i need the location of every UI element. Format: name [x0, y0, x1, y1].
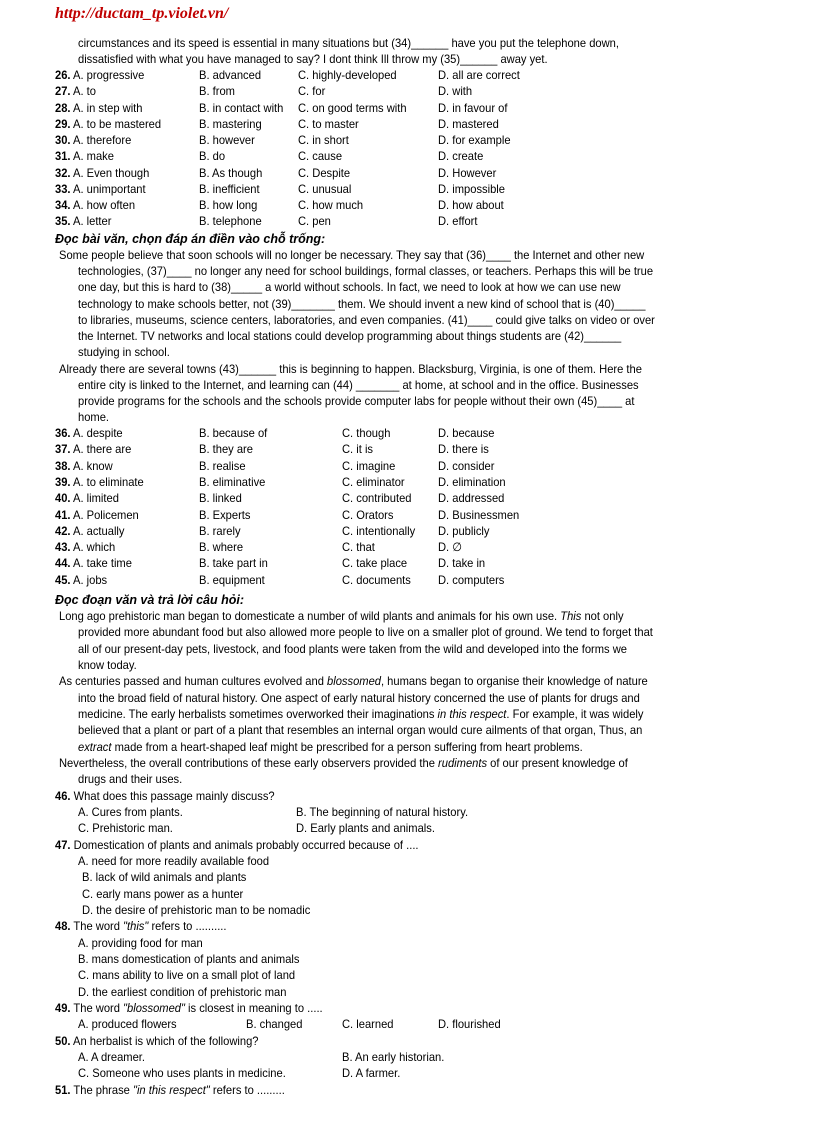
option-row-start: 29. A. to be mastered [55, 116, 162, 131]
option[interactable]: C. imagine [342, 458, 396, 473]
option[interactable]: D. addressed [438, 491, 505, 506]
passage-line: know today. [78, 658, 137, 672]
option[interactable]: C. Someone who uses plants in medicine. [78, 1066, 286, 1080]
cloze-line: entire city is linked to the Internet, and learning can (44) _______ at home, at school and in the office. Businesses [78, 378, 639, 392]
option-row-start: 38. A. know [55, 458, 113, 473]
cloze-line: home. [78, 410, 110, 424]
passage-text: Long ago prehistoric man began to domesticate a number of wild plants and animals for his own use. This not only [59, 609, 624, 623]
option[interactable]: C. highly-developed [298, 68, 397, 82]
option[interactable]: B. mastering [199, 116, 262, 131]
option[interactable]: C. Orators [342, 507, 394, 522]
option[interactable]: B. they are [199, 442, 253, 457]
cloze-line: the Internet. TV networks and local stations could develop programming about things students are (42)______ [78, 329, 622, 343]
option[interactable]: D. all are correct [438, 68, 520, 82]
option[interactable]: D. Early plants and animals. [296, 821, 435, 835]
cloze-line: to libraries, museums, science centers, laboratories, and even companies. (41)____ could give talks on video or over [78, 313, 655, 327]
cloze-line: technology to make schools better, not (39)_______ them. We should invent a new kind of school that is (40)_____ [78, 297, 646, 311]
option[interactable]: C. intentionally [342, 523, 416, 538]
option[interactable]: D. take in [438, 556, 486, 571]
option[interactable]: D. publicly [438, 523, 490, 538]
option-row-start: 33. A. unimportant [55, 181, 146, 196]
option[interactable]: A. produced flowers [78, 1017, 177, 1031]
option-row-start: 39. A. to eliminate [55, 474, 144, 489]
option[interactable]: C. how much [298, 198, 364, 212]
option[interactable]: B. The beginning of natural history. [296, 805, 469, 819]
option-row-start: 27. A. to [55, 84, 96, 99]
option[interactable]: B. realise [199, 458, 246, 473]
passage-line: into the broad field of natural history. One aspect of early natural history concerned the use of plants for drugs and [78, 691, 640, 705]
option[interactable]: B. in contact with [199, 100, 284, 115]
question-51: 51. The phrase "in this respect" refers to ......... [55, 1083, 285, 1097]
option[interactable]: C. for [298, 84, 326, 99]
option[interactable]: B. because of [199, 426, 268, 440]
option[interactable]: C. Despite [298, 165, 351, 180]
cloze-line: studying in school. [78, 345, 170, 359]
option[interactable]: B. Experts [199, 507, 251, 522]
option[interactable]: B. linked [199, 491, 242, 506]
passage-line: medicine. The early herbalists sometimes overworked their imaginations in this respect. For example, it was widely [78, 707, 644, 721]
option[interactable]: D. with [438, 84, 473, 99]
option[interactable]: D. flourished [438, 1017, 501, 1031]
cloze-line: Some people believe that soon schools will no longer be necessary. They say that (36)____ the Internet and other new [59, 248, 645, 262]
question-49: 49. The word "blossomed" is closest in meaning to ..... [55, 1001, 323, 1015]
intro-line: circumstances and its speed is essential in many situations but (34)______ have you put the telephone down, [78, 36, 619, 50]
passage-line [59, 608, 624, 624]
option[interactable]: B. rarely [199, 523, 241, 538]
passage-line: Nevertheless, the overall contributions of these early observers provided the rudiments of our present knowledge of [59, 756, 628, 770]
option-row-start: 32. A. Even though [55, 165, 150, 180]
option[interactable]: D. effort [438, 214, 478, 229]
option[interactable]: D. impossible [438, 181, 505, 196]
cloze-line: provide programs for the schools and the schools provide computer labs for people without their own (45)____ at [78, 394, 635, 408]
option-row-start: 28. A. in step with [55, 100, 143, 115]
option[interactable]: B. do [199, 149, 226, 164]
option[interactable]: D. Businessmen [438, 507, 520, 522]
header-url-link[interactable]: http://ductam_tp.violet.vn/ [55, 5, 229, 22]
passage-line: drugs and their uses. [78, 772, 183, 786]
option[interactable]: A. providing food for man [78, 936, 203, 950]
option[interactable]: C. early mans power as a hunter [82, 887, 244, 901]
option[interactable]: B. changed [246, 1017, 303, 1031]
option[interactable]: C. pen [298, 214, 331, 229]
option[interactable]: D. ∅ [438, 540, 462, 555]
option-row-start: 37. A. there are [55, 442, 132, 457]
option[interactable]: B. how long [199, 198, 258, 212]
option[interactable]: C. mans ability to live on a small plot of land [78, 968, 296, 982]
option[interactable]: D. there is [438, 442, 489, 457]
question-48: 48. The word "this" refers to .......... [55, 919, 227, 933]
option[interactable]: B. eliminative [199, 474, 266, 489]
option[interactable]: B. equipment [199, 572, 265, 587]
intro-line: dissatisfied with what you have managed to say? I dont think Ill throw my (35)______ away yet. [78, 52, 548, 66]
option[interactable]: C. to master [298, 116, 359, 131]
option[interactable]: A. A dreamer. [78, 1050, 146, 1064]
cloze-line: technologies, (37)____ no longer any need for school buildings, formal classes, or teachers. Perhaps this will be true [78, 264, 654, 278]
option[interactable]: A. need for more readily available food [78, 854, 270, 868]
option[interactable]: C. cause [298, 149, 343, 164]
option[interactable]: C. though [342, 426, 391, 440]
option[interactable]: D. in favour of [438, 100, 508, 115]
option-row-start: 35. A. letter [55, 214, 112, 229]
option[interactable]: D. create [438, 149, 484, 164]
passage-line: As centuries passed and human cultures evolved and blossomed, humans began to organise their knowledge of nature [59, 674, 648, 688]
option[interactable]: B. advanced [199, 68, 262, 82]
option[interactable]: B. telephone [199, 214, 262, 229]
option[interactable]: C. in short [298, 133, 349, 147]
option[interactable]: D. elimination [438, 474, 506, 489]
option-row-start: 41. A. Policemen [55, 507, 139, 522]
question-50: 50. An herbalist is which of the following? [55, 1034, 259, 1048]
question-46: 46. What does this passage mainly discuss? [55, 789, 275, 803]
option-row-start: 36. A. despite [55, 426, 123, 440]
option-row-start: 34. A. how often [55, 198, 136, 212]
option[interactable]: B. lack of wild animals and plants [82, 870, 247, 884]
option[interactable]: D. consider [438, 458, 495, 473]
option[interactable]: D. the earliest condition of prehistoric man [78, 985, 287, 999]
option[interactable]: A. Cures from plants. [78, 805, 183, 819]
option[interactable]: D. A farmer. [342, 1066, 401, 1080]
option[interactable]: B. however [199, 133, 255, 147]
option[interactable]: C. take place [342, 556, 408, 571]
option[interactable]: B. An early historian. [342, 1050, 445, 1064]
option[interactable]: B. where [199, 540, 244, 555]
option-row-start: 42. A. actually [55, 523, 125, 538]
option[interactable]: D. how about [438, 198, 504, 212]
option-row-start: 43. A. which [55, 540, 116, 555]
option[interactable]: D. mastered [438, 116, 499, 131]
option[interactable]: C. contributed [342, 491, 412, 506]
passage-line: provided more abundant food but also allowed more people to live on a smaller plot of ground. We tend to forget that [78, 625, 653, 639]
option-row-start: 30. A. therefore [55, 133, 132, 147]
option-row-start: 31. A. make [55, 149, 114, 164]
section-heading-reading: Đọc đoạn văn và trả lời câu hỏi: [55, 593, 244, 607]
option[interactable]: B. mans domestication of plants and animals [78, 952, 300, 966]
option[interactable]: D. However [438, 165, 497, 180]
option-row-start: 26. A. progressive [55, 68, 145, 82]
option[interactable]: C. unusual [298, 181, 352, 196]
option[interactable]: B. inefficient [199, 181, 260, 196]
section-heading-cloze: Đọc bài văn, chọn đáp án điền vào chỗ trống: [55, 232, 326, 246]
option-row-start: 44. A. take time [55, 556, 132, 571]
question-47: 47. Domestication of plants and animals probably occurred because of .... [55, 838, 419, 852]
option[interactable]: D. the desire of prehistoric man to be nomadic [82, 903, 311, 917]
option[interactable]: B. from [199, 84, 235, 99]
option[interactable]: C. Prehistoric man. [78, 821, 173, 835]
option[interactable]: D. for example [438, 133, 511, 147]
cloze-line: Already there are several towns (43)______ this is beginning to happen. Blacksburg, Virginia, is one of them. Here the [59, 362, 642, 376]
option[interactable]: C. learned [342, 1017, 394, 1031]
cloze-line: one day, but this is hard to (38)_____ a world without schools. In fact, we need to look at how we can use new [78, 280, 621, 294]
passage-line: believed that a plant or part of a plant that resembles an internal organ would cure ailments of that organ, Thus, an [78, 723, 643, 737]
option-row-start: 45. A. jobs [55, 572, 108, 587]
option-row-start: 40. A. limited [55, 491, 119, 506]
option[interactable]: B. take part in [199, 556, 268, 571]
option[interactable]: C. it is [342, 442, 374, 457]
option[interactable]: C. eliminator [342, 474, 405, 489]
option[interactable]: C. that [342, 540, 375, 555]
option[interactable]: D. because [438, 426, 495, 440]
passage-line: extract made from a heart-shaped leaf might be prescribed for a person suffering from heart problems. [78, 740, 583, 754]
option[interactable]: C. on good terms with [298, 100, 407, 115]
option[interactable]: B. As though [199, 165, 263, 180]
option[interactable]: D. computers [438, 572, 505, 587]
option[interactable]: C. documents [342, 572, 411, 587]
passage-line: all of our present-day pets, livestock, and food plants were taken from the wild and developed into the forms we [78, 642, 628, 656]
